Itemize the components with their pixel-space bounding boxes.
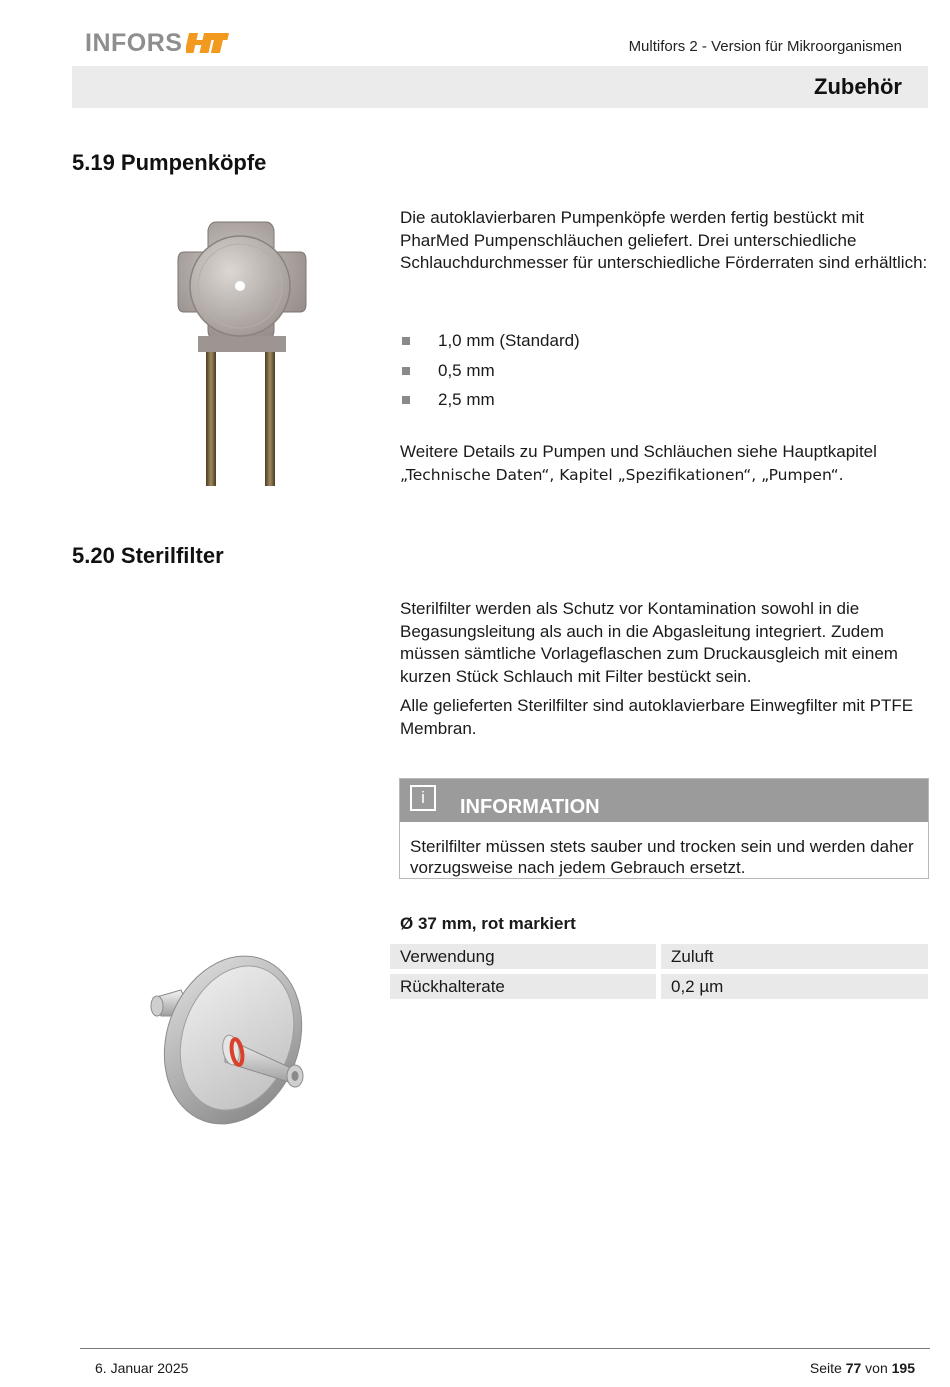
- details-text: Weitere Details zu Pumpen und Schläuchen siehe Hauptkapitel: [400, 442, 877, 461]
- filter-spec-title: Ø 37 mm, rot markiert: [400, 914, 576, 933]
- information-title: INFORMATION: [460, 796, 600, 818]
- page-mid: von: [865, 1360, 888, 1376]
- information-box: [399, 778, 929, 879]
- list-item: [400, 385, 580, 415]
- logo-badge: [186, 31, 230, 55]
- square-bullet-icon: [402, 337, 410, 345]
- pumps-details-paragraph: [400, 441, 928, 486]
- section-heading-pumps: 5.19 Pumpenköpfe: [72, 150, 267, 175]
- footer-divider: [80, 1348, 930, 1349]
- section-heading-filter: 5.20 Sterilfilter: [72, 543, 224, 568]
- list-item: [400, 326, 580, 356]
- current-page: 77: [845, 1360, 862, 1376]
- ht-badge-icon: [186, 31, 230, 55]
- infors-logo: [85, 28, 230, 58]
- page-prefix: Seite: [809, 1360, 842, 1376]
- square-bullet-icon: [402, 396, 410, 404]
- chapter-title: Zubehör: [814, 74, 902, 99]
- information-header: [400, 779, 928, 822]
- square-bullet-icon: [402, 367, 410, 375]
- pump-head-illustration: [172, 218, 312, 488]
- page-number: [810, 1360, 915, 1376]
- sterile-filter-image: [145, 950, 315, 1130]
- list-item-text: 2,5 mm: [438, 390, 495, 409]
- chapter-reference: „Technische Daten“, Kapitel „Spezifikationen“, „Pumpen“.: [400, 465, 844, 484]
- pump-head-image: [172, 218, 312, 488]
- spec-value: Zuluft: [661, 944, 928, 969]
- pumps-intro-paragraph: Die autoklavierbaren Pumpenköpfe werden fertig bestückt mit PharMed Pumpenschläuchen geliefert. Drei unterschiedliche Schlauchdurchmesser für unterschiedliche Förderraten sind erhältlich:: [400, 208, 928, 273]
- spec-value: 0,2 µm: [661, 974, 928, 999]
- spec-label: Rückhalterate: [390, 974, 656, 999]
- footer-date: 6. Januar 2025: [95, 1360, 189, 1376]
- diameter-list: [400, 326, 580, 415]
- information-text: Sterilfilter müssen stets sauber und trocken sein und werden daher vorzugsweise nach jedem Gebrauch ersetzt.: [410, 837, 914, 877]
- list-item-text: 1,0 mm (Standard): [438, 331, 580, 350]
- document-title: Multifors 2 - Version für Mikroorganismen: [628, 38, 902, 55]
- chapter-bar: [72, 66, 928, 108]
- logo-text: INFORS: [85, 28, 183, 57]
- list-item-text: 0,5 mm: [438, 360, 495, 380]
- filter-paragraph-1: Sterilfilter werden als Schutz vor Kontamination sowohl in die Begasungsleitung als auch in die Abgasleitung integriert. Zudem müssen sämtliche Vorlageflaschen zum Druckausgleich mit einem kurzen Stück Schlauch mit Filter bestückt sein.: [400, 599, 898, 686]
- spec-label: Verwendung: [390, 944, 656, 969]
- list-item: [400, 356, 580, 386]
- filter-paragraph-2: Alle gelieferten Sterilfilter sind autoklavierbare Einwegfilter mit PTFE Membran.: [400, 696, 914, 738]
- sterile-filter-illustration: [145, 950, 315, 1130]
- info-icon: i: [410, 785, 436, 811]
- total-pages: 195: [891, 1360, 915, 1376]
